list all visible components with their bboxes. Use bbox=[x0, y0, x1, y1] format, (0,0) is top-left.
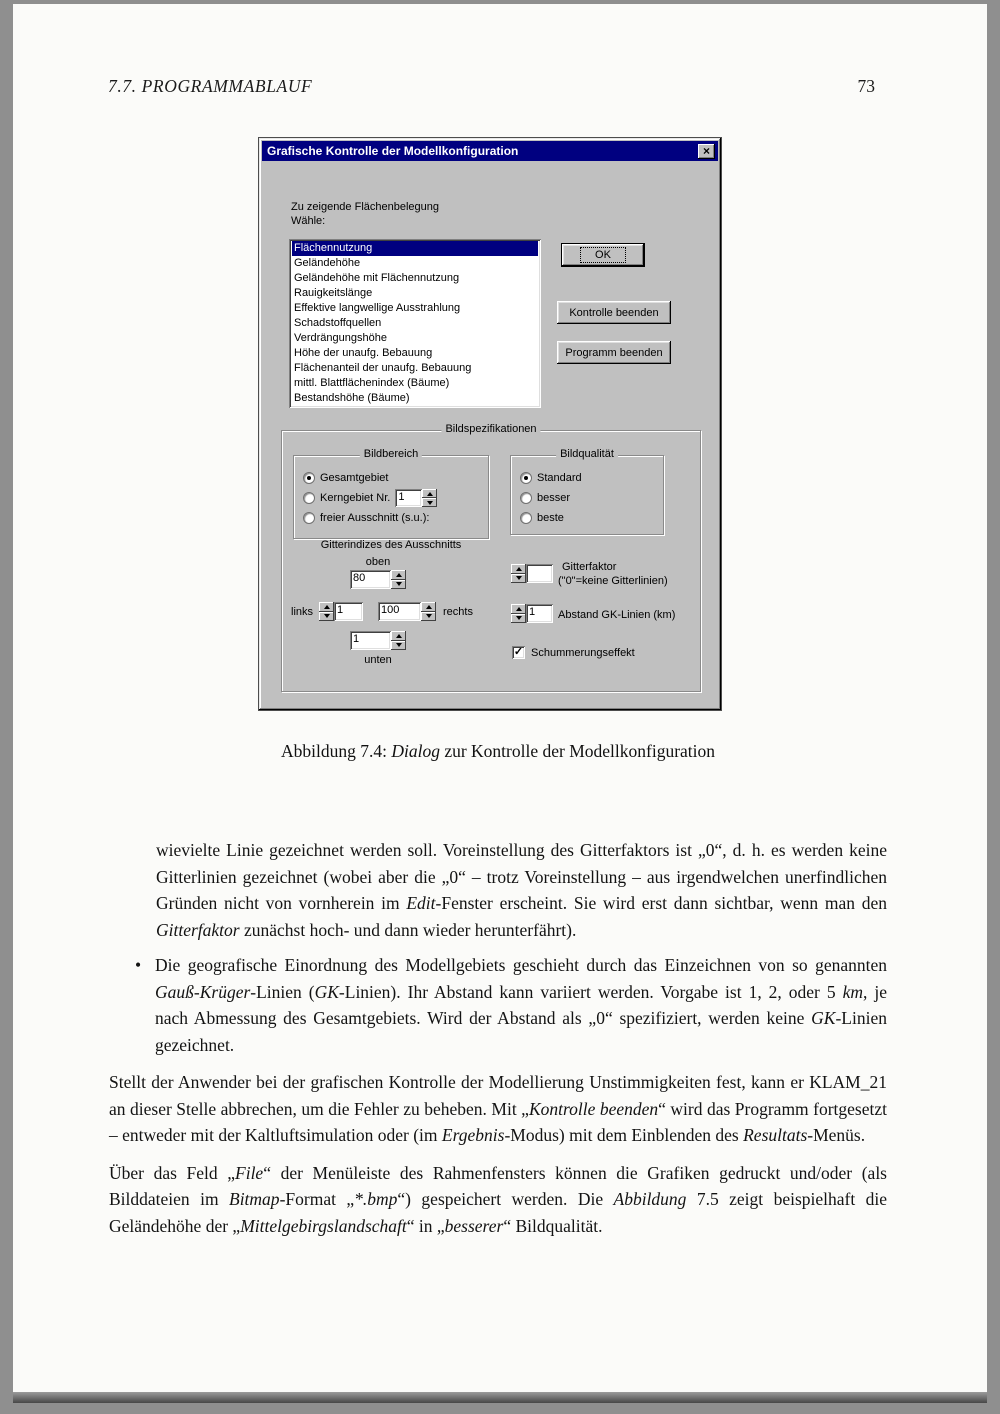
close-icon: × bbox=[702, 144, 710, 158]
spinner-up-icon[interactable] bbox=[421, 602, 436, 612]
checkbox-checked-icon[interactable]: ✓ bbox=[513, 646, 524, 658]
oben-spinner-value[interactable]: 80 bbox=[350, 570, 391, 589]
surface-selection-label-line2: Wähle: bbox=[291, 215, 326, 227]
abstand-gk-spinner[interactable] bbox=[511, 604, 553, 623]
section-title: 7.7. PROGRAMMABLAUF bbox=[108, 76, 313, 96]
gitterfaktor-label: Gitterfaktor bbox=[562, 561, 617, 573]
spinner-up-icon[interactable] bbox=[422, 489, 437, 498]
bildqualitaet-legend: Bildqualität bbox=[556, 448, 618, 460]
spinner-down-icon[interactable] bbox=[391, 580, 406, 590]
surface-selection-label bbox=[291, 200, 439, 228]
gitterfaktor-spinner-value[interactable] bbox=[526, 564, 553, 583]
ok-button-label: OK bbox=[580, 247, 626, 263]
abstand-gk-spinner-value[interactable]: 1 bbox=[526, 604, 553, 623]
programm-beenden-label: Programm beenden bbox=[565, 346, 663, 359]
list-item[interactable]: Rauigkeitslänge bbox=[294, 287, 373, 299]
radio-label: freier Ausschnitt (s.u.): bbox=[320, 512, 430, 524]
bildbereich-legend: Bildbereich bbox=[360, 448, 422, 460]
body-text bbox=[109, 837, 887, 1239]
kontrolle-beenden-button[interactable] bbox=[557, 301, 671, 324]
spinner-up-icon[interactable] bbox=[511, 604, 526, 614]
radio-label: beste bbox=[537, 512, 564, 524]
kerngebiet-spinner-value[interactable]: 1 bbox=[395, 489, 422, 507]
list-item[interactable]: Flächennutzung bbox=[292, 241, 538, 256]
dialog-titlebar[interactable] bbox=[262, 141, 718, 161]
radio-gesamtgebiet[interactable] bbox=[303, 468, 488, 488]
dialog-title: Grafische Kontrolle der Modellkonfiguration bbox=[267, 144, 519, 158]
spinner-down-icon[interactable] bbox=[511, 614, 526, 624]
bildbereich-groupbox bbox=[293, 448, 489, 539]
figure-caption: Abbildung 7.4: Dialog zur Kontrolle der Modellkonfiguration bbox=[280, 741, 716, 761]
spinner-down-icon[interactable] bbox=[391, 641, 406, 651]
list-item[interactable]: mittl. Blattflächenindex (Bäume) bbox=[294, 377, 450, 389]
spinner-down-icon[interactable] bbox=[319, 612, 334, 622]
list-item[interactable]: Flächenanteil der unaufg. Bebauung bbox=[294, 362, 472, 374]
paragraph: Über das Feld „File“ der Menüleiste des Rahmenfensters können die Grafiken gedruckt und/oder (als Bilddateien im Bitmap-Format „*.bmp“) gespeichert werden. Die Abbildung 7.5 zeigt beispielhaft die Geländehöhe der „Mittelgebirgslandschaft“ in „besserer“ Bildqualität. bbox=[109, 1162, 888, 1236]
spinner-up-icon[interactable] bbox=[319, 602, 334, 612]
links-label: links bbox=[291, 606, 314, 618]
spinner-up-icon[interactable] bbox=[511, 564, 526, 574]
paragraph: Stellt der Anwender bei der grafischen Kontrolle der Modellierung Unstimmigkeiten fest, kann er KLAM_21 an dieser Stelle abbrechen, um die Fehler zu beheben. Mit „Kontrolle beenden“ wird das Programm fortgesetzt – entweder mit der Kaltluftsimulation oder (im Ergebnis-Modus) mit dem Einblenden des Resultats-Menüs. bbox=[109, 1072, 888, 1145]
list-item[interactable]: Höhe der unaufg. Bebauung bbox=[294, 347, 433, 359]
list-item[interactable]: Geländehöhe bbox=[294, 257, 361, 269]
close-button[interactable] bbox=[698, 144, 715, 159]
rechts-spinner-value[interactable]: 100 bbox=[378, 602, 421, 621]
dialog-client-area bbox=[262, 161, 718, 707]
document-page bbox=[13, 4, 987, 1403]
bullet-icon: • bbox=[135, 955, 142, 975]
bildqualitaet-groupbox bbox=[510, 448, 664, 535]
ok-button[interactable] bbox=[562, 244, 644, 266]
rechts-label: rechts bbox=[443, 606, 473, 618]
radio-label: Kerngebiet Nr. bbox=[320, 492, 391, 504]
kerngebiet-spinner[interactable] bbox=[395, 489, 437, 507]
programm-beenden-button[interactable] bbox=[557, 341, 671, 364]
radio-beste[interactable] bbox=[520, 508, 663, 528]
bullet-text: Die geografische Einordnung des Modellgebiets geschieht durch das Einzeichnen von so genannten Gauß-Krüger-Linien (GK-Linien). Ihr Abstand kann variiert werden. Vorgabe ist 1, 2, oder 5 km, je nach Abmessung des Gesamtgebiets. Wird der Abstand als „0“ spezifiziert, werden keine GK-Linien gezeichnet. bbox=[155, 955, 888, 1055]
list-item[interactable]: Schadstoffquellen bbox=[294, 317, 382, 329]
radio-standard[interactable] bbox=[520, 468, 663, 488]
unten-label: unten bbox=[364, 654, 392, 666]
list-item[interactable]: Verdrängungshöhe bbox=[294, 332, 387, 344]
oben-label: oben bbox=[365, 556, 391, 568]
abstand-gk-label: Abstand GK-Linien (km) bbox=[558, 609, 676, 621]
kontrolle-beenden-label: Kontrolle beenden bbox=[569, 306, 659, 319]
list-item[interactable]: Bestandshöhe (Bäume) bbox=[294, 392, 410, 404]
radio-label: Gesamtgebiet bbox=[320, 472, 389, 484]
gitterfaktor-sublabel: ("0"=keine Gitterlinien) bbox=[558, 575, 668, 587]
radio-label: besser bbox=[537, 492, 571, 504]
dialog-window bbox=[259, 138, 721, 710]
list-item-bullet bbox=[109, 952, 887, 1058]
schummerungseffekt-label: Schummerungseffekt bbox=[531, 646, 635, 659]
radio-icon[interactable] bbox=[520, 472, 532, 484]
spinner-down-icon[interactable] bbox=[421, 612, 436, 622]
paragraph: wievielte Linie gezeichnet werden soll. Voreinstellung des Gitterfaktors ist „0“, d. h. es werden keine Gitterlinien gezeichnet (wobei aber die „0“ – trotz Voreinstellung – aus irgendwelchen unerfindlichen Gründen nicht von vornherein im Edit-Fenster erscheint. Sie wird erst dann sichtbar, wenn man den Gitterfaktor zunächst hoch- und dann wieder herunterfährt). bbox=[156, 840, 887, 940]
radio-besser[interactable] bbox=[520, 488, 663, 508]
radio-icon[interactable] bbox=[303, 512, 315, 524]
unten-spinner-value[interactable]: 1 bbox=[350, 631, 391, 650]
radio-freier-ausschnitt[interactable] bbox=[303, 508, 488, 528]
radio-label: Standard bbox=[537, 472, 582, 484]
gitterfaktor-spinner[interactable] bbox=[511, 564, 553, 583]
spinner-up-icon[interactable] bbox=[391, 570, 406, 580]
radio-kerngebiet[interactable] bbox=[303, 488, 488, 508]
scan-artifact-bottom-edge bbox=[13, 1392, 987, 1403]
radio-icon[interactable] bbox=[520, 492, 532, 504]
gitterindizes-label: Gitterindizes des Ausschnitts bbox=[320, 539, 462, 551]
page-number: 73 bbox=[857, 76, 875, 96]
bildspezifikationen-groupbox bbox=[281, 423, 701, 692]
surface-selection-label-line1: Zu zeigende Flächenbelegung bbox=[291, 201, 440, 213]
unten-spinner[interactable] bbox=[350, 631, 406, 650]
list-item[interactable]: Geländehöhe mit Flächennutzung bbox=[294, 272, 460, 284]
rechts-spinner[interactable] bbox=[378, 602, 436, 621]
radio-icon[interactable] bbox=[520, 512, 532, 524]
radio-icon[interactable] bbox=[303, 472, 315, 484]
schummerungseffekt-checkbox-row[interactable] bbox=[512, 646, 635, 659]
list-item[interactable]: Effektive langwellige Ausstrahlung bbox=[294, 302, 461, 314]
spinner-down-icon[interactable] bbox=[422, 498, 437, 507]
oben-spinner[interactable] bbox=[350, 570, 406, 589]
links-spinner[interactable] bbox=[319, 602, 363, 621]
links-spinner-value[interactable]: 1 bbox=[334, 602, 363, 621]
bildspezifikationen-legend: Bildspezifikationen bbox=[441, 423, 540, 435]
running-head bbox=[108, 76, 875, 97]
spinner-down-icon[interactable] bbox=[511, 574, 526, 584]
radio-icon[interactable] bbox=[303, 492, 315, 504]
spinner-up-icon[interactable] bbox=[391, 631, 406, 641]
surface-type-listbox[interactable] bbox=[289, 239, 541, 408]
